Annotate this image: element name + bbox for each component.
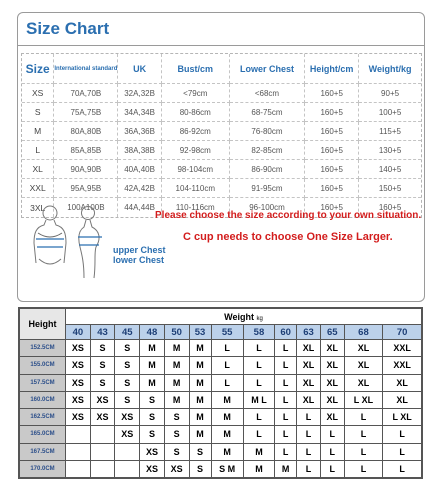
grid-size-cell: M — [243, 443, 274, 460]
grid-size-cell: XL — [344, 340, 383, 357]
grid-size-cell: XS — [66, 357, 91, 374]
size-chart-row — [22, 179, 421, 198]
grid-size-cell: L — [275, 426, 297, 443]
grid-size-cell: XS — [90, 391, 115, 408]
grid-weight-value: 43 — [90, 325, 115, 340]
weight-value: 150+5 — [359, 179, 421, 198]
uk-size-value: 34A,34B — [118, 103, 161, 122]
weight-value: 130+5 — [359, 141, 421, 160]
grid-size-cell: XS — [66, 340, 91, 357]
grid-size-cell: XL — [320, 357, 344, 374]
grid-size-cell: XL — [297, 357, 321, 374]
lower-chest-value: 68-75cm — [230, 103, 305, 122]
grid-size-cell: M — [189, 426, 211, 443]
uk-size-value: 38A,38B — [118, 141, 161, 160]
grid-size-cell: S — [164, 409, 189, 426]
grid-row — [20, 357, 422, 374]
grid-size-cell: XL — [320, 374, 344, 391]
grid-size-cell: M — [140, 357, 165, 374]
grid-weight-row — [20, 325, 422, 340]
grid-size-cell: M — [211, 391, 243, 408]
height-value: 160+5 — [305, 141, 359, 160]
grid-height-value: 160.0CM — [20, 391, 66, 408]
grid-size-cell: S — [115, 374, 140, 391]
grid-size-cell: S — [90, 340, 115, 357]
grid-row — [20, 409, 422, 426]
grid-size-cell: L — [275, 409, 297, 426]
grid-size-cell: XS — [66, 391, 91, 408]
weight-value: 140+5 — [359, 160, 421, 179]
size-chart-row — [22, 122, 421, 141]
height-value: 160+5 — [305, 198, 359, 217]
bust-value: 86-92cm — [162, 122, 230, 141]
cup-advice-notice: C cup needs to choose One Size Larger. — [183, 231, 393, 243]
grid-weight-value: 53 — [189, 325, 211, 340]
grid-height-value: 165.0CM — [20, 426, 66, 443]
uk-size-value: 44A,44B — [118, 198, 161, 217]
grid-size-cell: M — [164, 391, 189, 408]
bust-value: 110-116cm — [162, 198, 230, 217]
grid-row — [20, 426, 422, 443]
grid-size-cell: M — [189, 374, 211, 391]
uk-size-value: 32A,32B — [118, 84, 161, 103]
grid-height-value: 167.5CM — [20, 443, 66, 460]
grid-size-cell — [90, 426, 115, 443]
grid-height-value: 170.0CM — [20, 460, 66, 477]
lower-chest-value: 91-95cm — [230, 179, 305, 198]
size-value: S — [22, 103, 54, 122]
international-size-value: 80A,80B — [54, 122, 118, 141]
lower-chest-value: 76-80cm — [230, 122, 305, 141]
header-bust: Bust/cm — [162, 54, 230, 84]
grid-size-cell: XXL — [383, 340, 422, 357]
grid-size-cell — [115, 460, 140, 477]
size-chart-title: Size Chart — [26, 19, 110, 38]
grid-size-cell: XL — [344, 374, 383, 391]
grid-size-cell: S — [90, 357, 115, 374]
grid-size-cell: L — [243, 357, 274, 374]
weight-height-grid — [19, 308, 422, 478]
grid-size-cell — [66, 443, 91, 460]
grid-size-cell: XL — [297, 374, 321, 391]
grid-size-cell: S — [90, 374, 115, 391]
grid-size-cell: S — [115, 357, 140, 374]
grid-size-cell: XXL — [383, 357, 422, 374]
grid-size-cell: L — [320, 460, 344, 477]
grid-size-cell: S — [164, 426, 189, 443]
grid-size-cell: S — [189, 443, 211, 460]
grid-size-cell: S — [140, 426, 165, 443]
lower-chest-value: 82-85cm — [230, 141, 305, 160]
grid-size-cell: L — [320, 426, 344, 443]
grid-weight-value: 60 — [275, 325, 297, 340]
lower-chest-value: 86-90cm — [230, 160, 305, 179]
weight-value: 100+5 — [359, 103, 421, 122]
grid-size-cell: L — [243, 374, 274, 391]
grid-weight-value: 48 — [140, 325, 165, 340]
grid-size-cell: S — [164, 443, 189, 460]
grid-row — [20, 460, 422, 477]
weight-value: 160+5 — [378, 203, 402, 212]
size-chart-panel — [17, 12, 425, 302]
grid-size-cell: L — [275, 391, 297, 408]
weight-height-grid-panel — [18, 307, 423, 479]
grid-size-cell: L — [344, 409, 383, 426]
size-chart-row — [22, 141, 421, 160]
grid-size-cell: L — [320, 443, 344, 460]
grid-weight-title-text: Weight — [224, 311, 254, 322]
grid-size-cell: M — [211, 443, 243, 460]
grid-size-cell: XS — [66, 374, 91, 391]
grid-size-cell: M — [164, 357, 189, 374]
grid-size-cell: XL — [344, 357, 383, 374]
grid-size-cell: L — [297, 409, 321, 426]
height-value: 160+5 — [305, 103, 359, 122]
international-size-value: 85A,85B — [54, 141, 118, 160]
international-size-value: 70A,70B — [54, 84, 118, 103]
grid-weight-value: 55 — [211, 325, 243, 340]
grid-size-cell: M — [211, 426, 243, 443]
international-size-value: 95A,95B — [54, 179, 118, 198]
grid-weight-value: 63 — [297, 325, 321, 340]
grid-size-cell: M — [189, 409, 211, 426]
grid-weight-title — [66, 309, 422, 325]
grid-weight-value: 45 — [115, 325, 140, 340]
size-chart-row — [22, 103, 421, 122]
grid-size-cell: XS — [164, 460, 189, 477]
bust-value: 80-86cm — [162, 103, 230, 122]
grid-height-value: 157.5CM — [20, 374, 66, 391]
grid-size-cell: M — [164, 340, 189, 357]
international-size-value: 100A100B — [54, 198, 118, 217]
grid-weight-value: 50 — [164, 325, 189, 340]
grid-size-cell: L — [297, 460, 321, 477]
grid-row — [20, 340, 422, 357]
grid-row — [20, 391, 422, 408]
grid-size-cell: M — [189, 340, 211, 357]
grid-size-cell: L — [275, 374, 297, 391]
grid-size-cell: L — [297, 443, 321, 460]
header-lower-chest: Lower Chest — [230, 54, 305, 84]
grid-size-cell: S — [140, 409, 165, 426]
grid-weight-value: 40 — [66, 325, 91, 340]
grid-size-cell: XS — [66, 409, 91, 426]
grid-size-cell: S — [189, 460, 211, 477]
grid-size-cell — [115, 443, 140, 460]
weight-value: 115+5 — [359, 122, 421, 141]
grid-size-cell: L — [211, 357, 243, 374]
header-uk: UK — [118, 54, 161, 84]
upper-chest-label: upper Chest — [113, 245, 166, 255]
uk-size-value: 36A,36B — [118, 122, 161, 141]
height-value: 160+5 — [305, 160, 359, 179]
grid-size-cell: XL — [320, 391, 344, 408]
header-international: International standard — [54, 54, 118, 84]
grid-weight-value: 65 — [320, 325, 344, 340]
size-advice-notice: Please choose the size according to your own situation. — [155, 210, 422, 221]
grid-size-cell: XL — [320, 409, 344, 426]
grid-height-value: 162.5CM — [20, 409, 66, 426]
grid-size-cell: M — [164, 374, 189, 391]
uk-size-value: 40A,40B — [118, 160, 161, 179]
grid-size-cell: M — [211, 409, 243, 426]
grid-size-cell — [90, 443, 115, 460]
grid-height-value: 155.0CM — [20, 357, 66, 374]
grid-size-cell: XS — [90, 409, 115, 426]
size-chart-row — [22, 160, 421, 179]
lower-chest-value: <68cm — [230, 84, 305, 103]
grid-weight-value: 68 — [344, 325, 383, 340]
grid-size-cell: XL — [297, 391, 321, 408]
body-silhouette-icon — [28, 203, 113, 298]
grid-size-cell: M — [243, 460, 274, 477]
grid-size-cell: L — [275, 443, 297, 460]
grid-size-cell: M — [275, 460, 297, 477]
grid-row — [20, 374, 422, 391]
size-value: XS — [22, 84, 54, 103]
grid-size-cell: L — [211, 374, 243, 391]
size-value: XL — [22, 160, 54, 179]
grid-weight-unit: kg — [256, 315, 263, 322]
grid-size-cell: L — [243, 426, 274, 443]
grid-size-cell: L — [344, 443, 383, 460]
grid-size-cell: S — [115, 340, 140, 357]
grid-size-cell: L XL — [344, 391, 383, 408]
grid-size-cell: M L — [243, 391, 274, 408]
grid-size-cell: L — [383, 460, 422, 477]
title-divider — [18, 45, 424, 46]
header-height: Height/cm — [305, 54, 359, 84]
grid-size-cell: XL — [320, 340, 344, 357]
size-chart-header-row — [22, 54, 421, 84]
grid-corner-height: Height — [20, 309, 66, 340]
size-value: XXL — [22, 179, 54, 198]
grid-size-cell — [90, 460, 115, 477]
bust-value: 104-110cm — [162, 179, 230, 198]
grid-size-cell: L — [275, 340, 297, 357]
grid-weight-value: 58 — [243, 325, 274, 340]
size-value: 3XL — [22, 198, 54, 217]
grid-size-cell: L — [211, 340, 243, 357]
size-value: M — [22, 122, 54, 141]
grid-size-cell: S — [140, 391, 165, 408]
grid-size-cell: M — [140, 374, 165, 391]
header-size: Size — [22, 54, 54, 84]
grid-size-cell: XS — [140, 443, 165, 460]
height-value: 160+5 — [305, 122, 359, 141]
lower-chest-label: lower Chest — [113, 255, 165, 265]
size-chart-table — [21, 53, 422, 218]
grid-size-cell: M — [189, 357, 211, 374]
international-size-value: 75A,75B — [54, 103, 118, 122]
size-value: L — [22, 141, 54, 160]
grid-size-cell: S M — [211, 460, 243, 477]
grid-size-cell: L — [275, 357, 297, 374]
header-weight: Weight/kg — [359, 54, 421, 84]
grid-size-cell: L — [383, 426, 422, 443]
height-value: 160+5 — [305, 84, 359, 103]
grid-size-cell: L — [297, 426, 321, 443]
grid-size-cell — [66, 426, 91, 443]
grid-size-cell: L — [243, 340, 274, 357]
grid-height-value: 152.5CM — [20, 340, 66, 357]
grid-size-cell: XS — [140, 460, 165, 477]
grid-size-cell: M — [189, 391, 211, 408]
height-value: 160+5 — [305, 179, 359, 198]
size-chart-row — [22, 84, 421, 103]
grid-size-cell: XS — [115, 426, 140, 443]
grid-size-cell: XL — [383, 374, 422, 391]
grid-size-cell: L XL — [383, 409, 422, 426]
grid-size-cell — [66, 460, 91, 477]
grid-size-cell: L — [344, 426, 383, 443]
bust-value: 98-104cm — [162, 160, 230, 179]
grid-size-cell: XL — [297, 340, 321, 357]
grid-size-cell: L — [383, 443, 422, 460]
grid-row — [20, 443, 422, 460]
grid-size-cell: L — [243, 409, 274, 426]
grid-weight-value: 70 — [383, 325, 422, 340]
weight-value: 90+5 — [359, 84, 421, 103]
lower-chest-value: 96-100cm — [230, 198, 305, 217]
bust-value: <79cm — [162, 84, 230, 103]
grid-size-cell: XL — [383, 391, 422, 408]
grid-size-cell: S — [115, 391, 140, 408]
international-size-value: 90A,90B — [54, 160, 118, 179]
grid-size-cell: XS — [115, 409, 140, 426]
grid-size-cell: M — [140, 340, 165, 357]
grid-size-cell: L — [344, 460, 383, 477]
bust-value: 92-98cm — [162, 141, 230, 160]
uk-size-value: 42A,42B — [118, 179, 161, 198]
